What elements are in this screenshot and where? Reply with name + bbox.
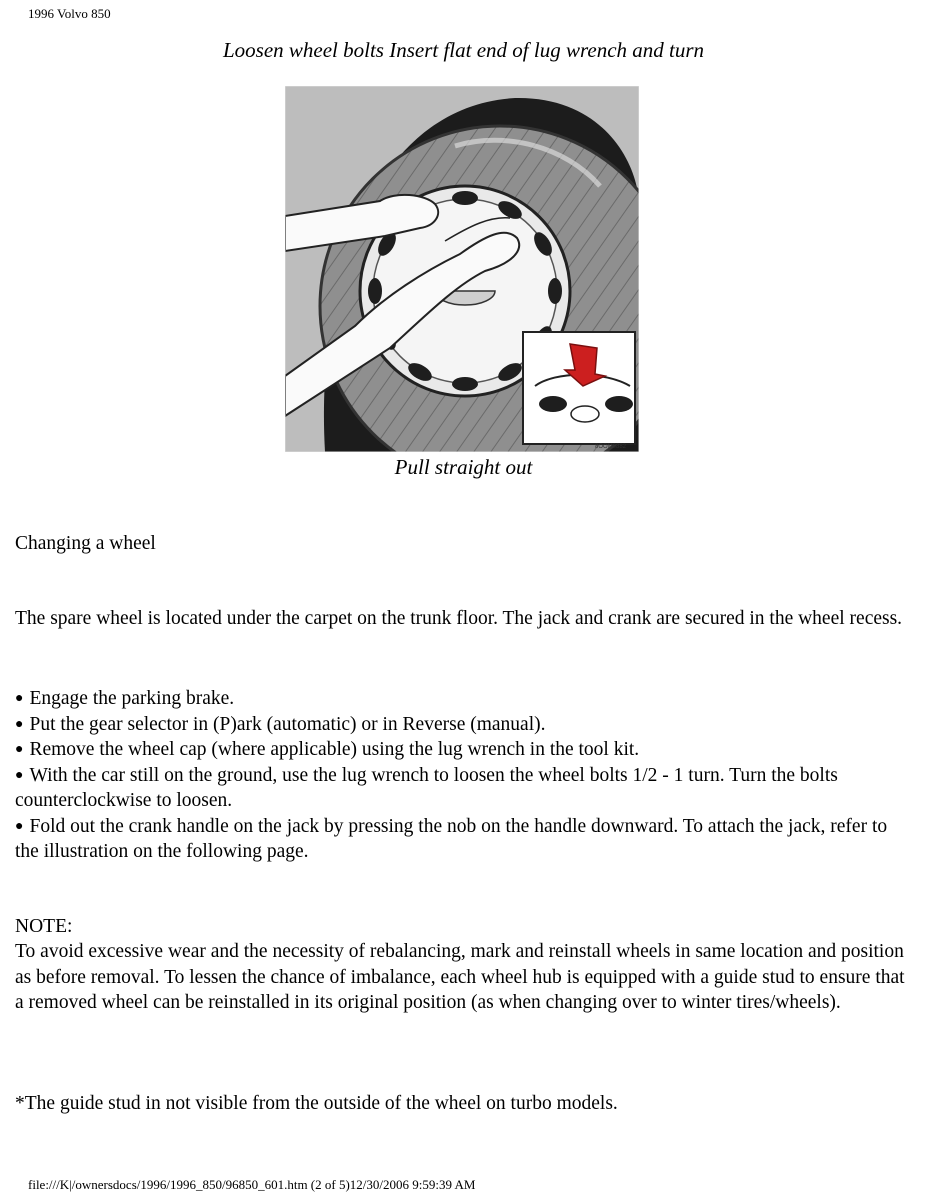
list-item-text: Fold out the crank handle on the jack by pressing the nob on the handle downward. To attach the jack, refer to the illustration on the following page. [15,815,888,862]
list-item-text: Put the gear selector in (P)ark (automatic) or in Reverse (manual). [29,713,546,735]
intro-paragraph: The spare wheel is located under the carpet on the trunk floor. The jack and crank are secured in the wheel recess. [15,608,903,629]
wheel-removal-illustration [285,86,639,452]
bullet-icon: ● [15,818,24,834]
figure-caption-top: Loosen wheel bolts Insert flat end of lug wrench and turn [222,38,705,62]
footer-file-path: file:///K|/ownersdocs/1996/1996_850/96850_601.htm (2 of 5)12/30/2006 9:59:39 AM [28,1177,476,1192]
figure-ref-code: 8OOM0882 [595,444,627,450]
list-item [15,814,915,865]
list-item [15,712,915,738]
note-label: NOTE: [15,916,73,937]
list-item [15,763,915,814]
note-body: To avoid excessive wear and the necessity of rebalancing, mark and reinstall wheels in same location and position as before removal. To lessen the chance of imbalance, each wheel hub is equipped with a guide stud to ensure that a removed wheel can be reinstalled in its original position (as when changing over to winter tires/wheels). [15,941,905,1013]
list-item [15,686,915,712]
list-item [15,737,915,763]
list-item-text: Remove the wheel cap (where applicable) using the lug wrench in the tool kit. [29,739,640,760]
instruction-list [15,686,915,865]
bullet-icon: ● [15,691,24,706]
section-heading: Changing a wheel [15,533,156,554]
list-item-text: Engage the parking brake. [29,688,235,709]
document-header: 1996 Volvo 850 [28,6,111,21]
bullet-icon: ● [15,716,24,732]
figure-caption-bottom: Pull straight out [394,455,533,479]
bullet-icon: ● [15,767,24,783]
footnote: *The guide stud in not visible from the outside of the wheel on turbo models. [15,1093,618,1114]
bullet-icon: ● [15,742,24,757]
list-item-text: With the car still on the ground, use the lug wrench to loosen the wheel bolts 1/2 - 1 turn. Turn the bolts counterclockwise to loosen. [15,764,838,811]
